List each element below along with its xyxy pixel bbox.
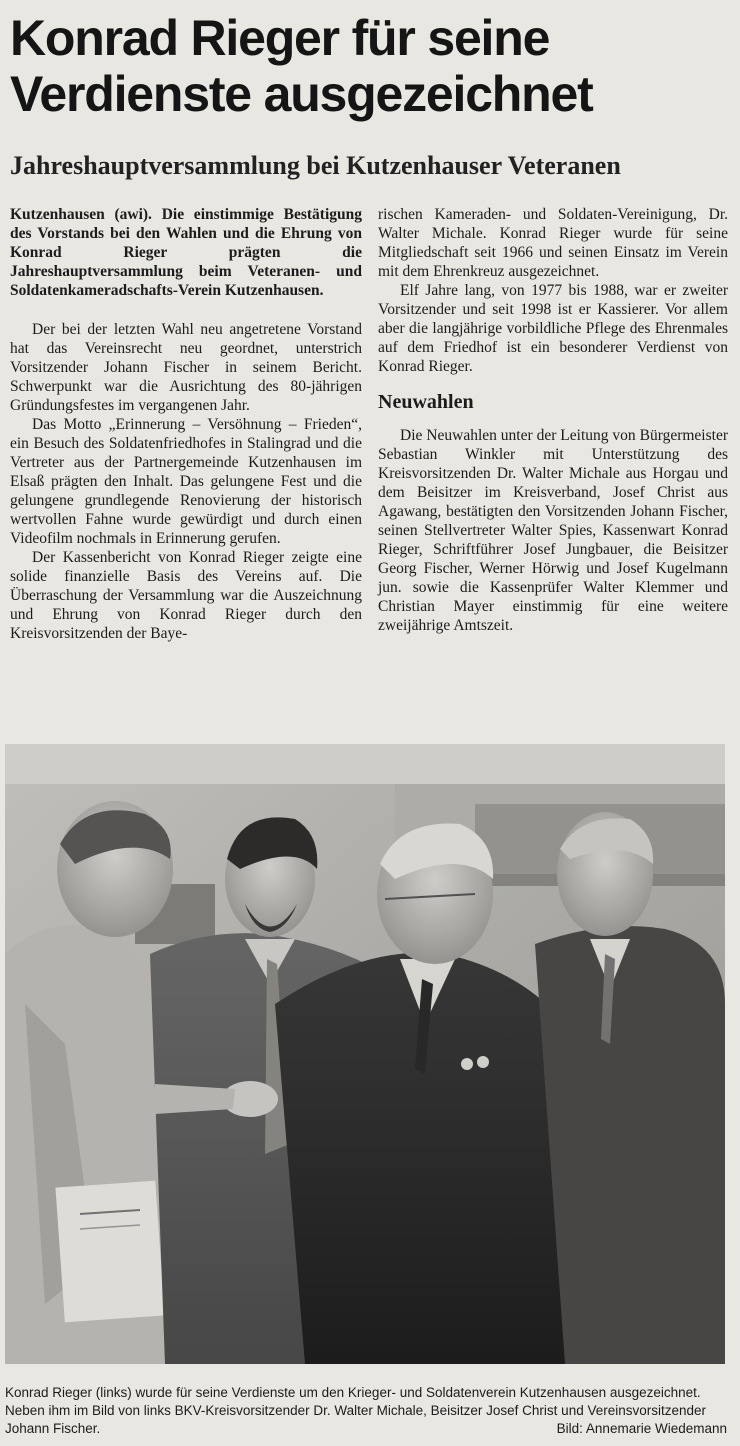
- body-paragraph: Der bei der letzten Wahl neu angetretene Vorstand hat das Vereinsrecht neu geordnet, unterstrich Vorsitzender Johann Fischer in seinem Bericht. Schwerpunkt war die Ausrichtung des 80-jährigen Gründungsfestes im vergangenen Jahr.: [10, 321, 362, 414]
- body-paragraph: Die Neuwahlen unter der Leitung von Bürgermeister Sebastian Winkler mit Unterstützung des Kreisvorsitzenden Dr. Walter Michale aus Horgau und dem Beisitzer im Kreisverband, Josef Christ aus Agawang, bestätigten den Vorsitzenden Johann Fischer, seinen Stellvertreter Walter Spies, Kassenwart Konrad Rieger, Schriftführer Josef Jungbauer, die Beisitzer Georg Fischer, Werner Hörwig und Josef Kugelmann jun. sowie die Kassenprüfer Walter Klemmer und Christian Mayer einstimmig für eine weitere zweijährige Amtszeit.: [378, 427, 728, 634]
- photo-credit: Bild: Annemarie Wiedemann: [556, 1421, 727, 1436]
- article-lead-text: Die einstimmige Bestätigung des Vorstands bei den Wahlen und die Ehrung von Konrad Rieger prägten die Jahreshauptversammlung beim Veteranen- und Soldatenkameradschafts-Verein Kutzenhausen.: [10, 206, 362, 299]
- photo-caption: [5, 1384, 727, 1438]
- article-column-left: [10, 205, 362, 643]
- body-paragraph: Das Motto „Erinnerung – Versöhnung – Frieden“, ein Besuch des Soldatenfriedhofes in Stalingrad und die Vertreter aus der Partnergemeinde Kutzenhausen im Elsaß prägten den Inhalt. Das gelungene Fest und die gelungene grundlegende Renovierung der historisch wertvollen Fahne wurde gewürdigt und durch einen Videofilm nochmals in Erinnerung gerufen.: [10, 416, 362, 547]
- body-paragraph: Elf Jahre lang, von 1977 bis 1988, war er zweiter Vorsitzender und seit 1998 ist er Kassierer. Vor allem aber die langjährige vorbildliche Pflege des Ehrenmales auf dem Friedhof ist ein besonderer Verdienst von Konrad Rieger.: [378, 282, 728, 375]
- article-column-right: [378, 205, 728, 635]
- photo-caption-text: Konrad Rieger (links) wurde für seine Verdienste um den Krieger- und Soldatenverein Kutzenhausen ausgezeichnet. Neben ihm im Bild von links BKV-Kreisvorsitzender Dr. Walter Michale, Beisitzer Josef Christ und Vereinsvorsitzender Johann Fischer.: [5, 1385, 707, 1436]
- body-paragraph: Der Kassenbericht von Konrad Rieger zeigte eine solide finanzielle Basis des Vereins auf. Die Überraschung der Versammlung war die Auszeichnung und Ehrung von Konrad Rieger durch den Kreisvorsitzenden der Baye-: [10, 549, 362, 642]
- photo-illustration: [5, 744, 725, 1364]
- article-lead: [10, 205, 362, 300]
- article-photo: [5, 744, 725, 1364]
- article-subheadline: Jahreshauptversammlung bei Kutzenhauser Veteranen: [10, 151, 621, 180]
- article-headline: Konrad Rieger für seine Verdienste ausgezeichnet: [10, 10, 593, 122]
- article-dateline: Kutzenhausen (awi).: [10, 206, 152, 223]
- section-heading: Neuwahlen: [378, 391, 474, 413]
- body-paragraph: rischen Kameraden- und Soldaten-Vereinigung, Dr. Walter Michale. Konrad Rieger wurde für seine Mitgliedschaft seit 1966 und seinen Einsatz im Verein mit dem Ehrenkreuz ausgezeichnet.: [378, 206, 728, 280]
